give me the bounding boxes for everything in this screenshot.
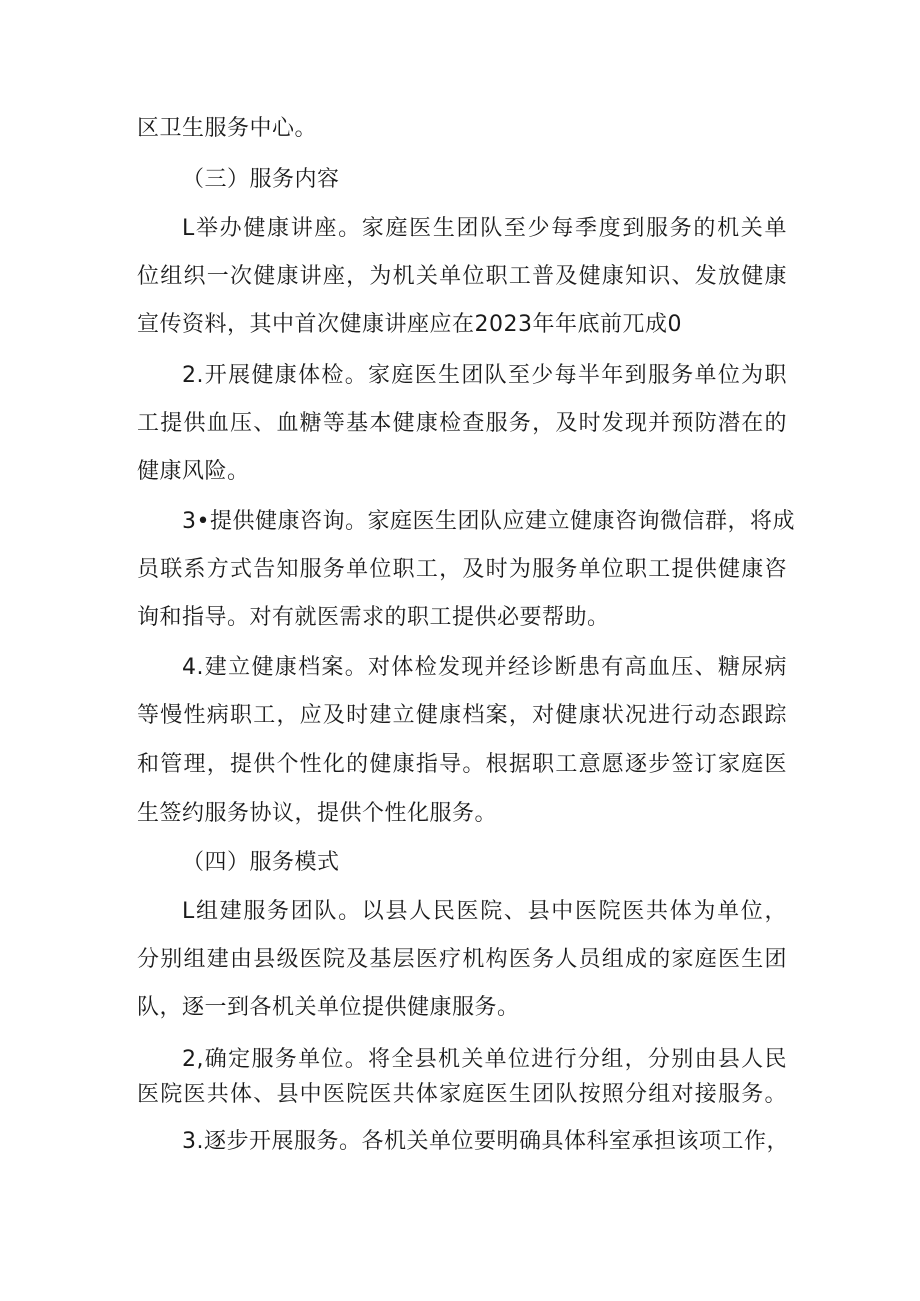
text-line: 健康风险。: [137, 459, 250, 484]
text-line: L组建服务团队。以县人民医院、县中医院医共体为单位，: [182, 899, 787, 924]
text-line: 宣传资料，其中首次健康讲座应在2023年年底前兀成0: [137, 312, 682, 337]
text-line: 3•提供健康咨询。家庭医生团队应建立健康咨询微信群，将成: [182, 509, 795, 534]
text-line: 区卫生服务中心。: [137, 116, 318, 141]
text-line: 询和指导。对有就医需求的职工提供必要帮助。: [137, 605, 610, 630]
text-line: 3.逐步开展服务。各机关单位要明确具体科室承担该项工作，: [182, 1129, 789, 1154]
section-heading-service-content: （三）服务内容: [182, 167, 340, 192]
text-line: 分别组建由县级医院及基层医疗机构医务人员组成的家庭医生团: [137, 947, 787, 972]
text-line: 4.建立健康档案。对体检发现并经诊断患有高血压、糖尿病: [182, 655, 787, 680]
text-line: 和管理，提供个性化的健康指导。根据职工意愿逐步签订家庭医: [137, 752, 787, 777]
text-line: 等慢性病职工，应及时建立健康档案，对健康状况进行动态跟踪: [137, 703, 787, 728]
text-line: 工提供血压、血糖等基本健康检查服务，及时发现并预防潜在的: [137, 411, 787, 436]
section-heading-service-mode: （四）服务模式: [182, 850, 340, 875]
text-line: 2.开展健康体检。家庭医生团队至少每半年到服务单位为职: [182, 363, 787, 388]
text-line: 2,确定服务单位。将全县机关单位进行分组，分别由县人民: [182, 1047, 787, 1072]
text-line: 队，逐一到各机关单位提供健康服务。: [137, 995, 520, 1020]
text-line: 生签约服务协议，提供个性化服务。: [137, 801, 498, 826]
text-line: 位组织一次健康讲座，为机关单位职工普及健康知识、发放健康: [137, 264, 787, 289]
text-line: 医院医共体、县中医院医共体家庭医生团队按照分组对接服务。: [137, 1082, 787, 1107]
text-line: 员联系方式告知服务单位职工，及时为服务单位职工提供健康咨: [137, 557, 787, 582]
text-line: L举办健康讲座。家庭医生团队至少每季度到服务的机关单: [182, 216, 787, 241]
